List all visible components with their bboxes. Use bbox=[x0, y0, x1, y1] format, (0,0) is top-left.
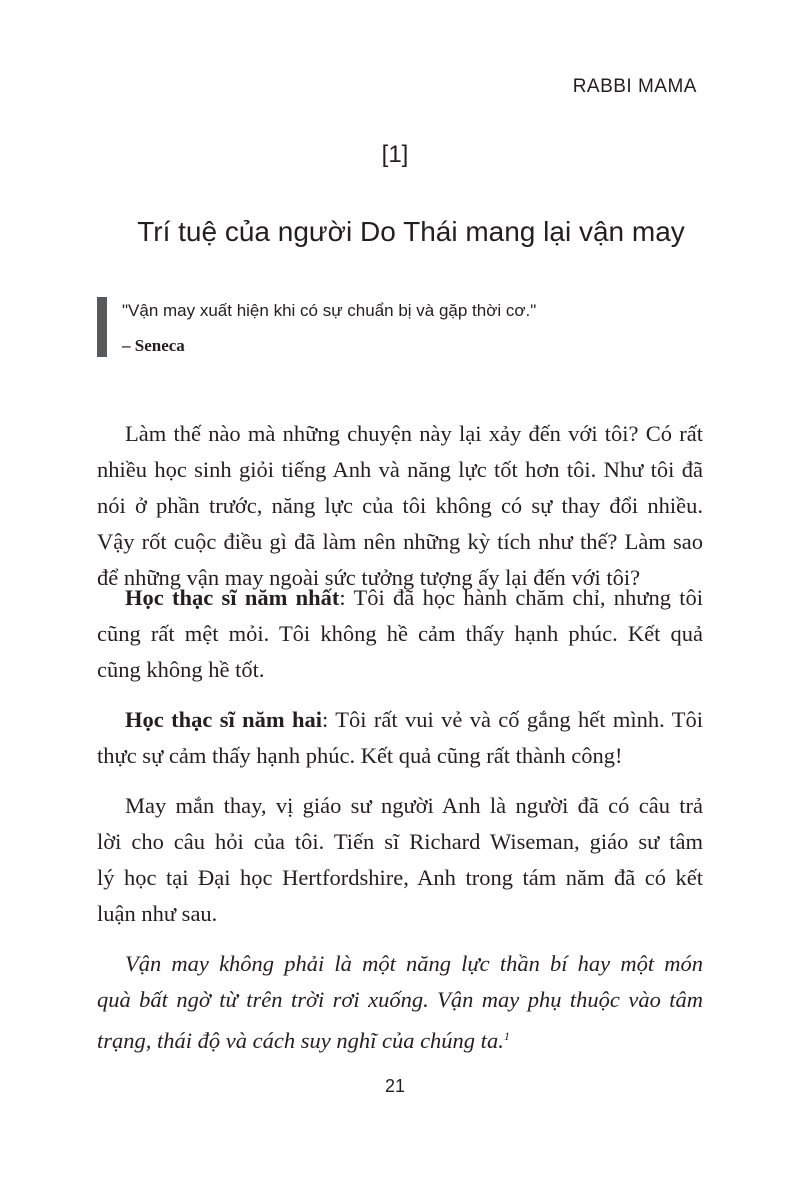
text-line: Vận may không phải là một năng lực thần bí hay một món bbox=[125, 951, 703, 976]
text-line: nói ở phần trước, năng lực của tôi không có sự thay đổi nhiều. bbox=[97, 493, 703, 518]
paragraph-2 bbox=[97, 580, 703, 688]
text-line: May mắn thay, vị giáo sư người Anh là người đã có câu trả bbox=[125, 793, 703, 818]
text-span: : Tôi đã học hành chăm chỉ, nhưng tôi bbox=[339, 585, 704, 610]
epigraph-bar bbox=[97, 297, 107, 357]
running-head: RABBI MAMA bbox=[572, 76, 697, 97]
page-number: 21 bbox=[384, 1076, 406, 1096]
text-line: luận như sau. bbox=[97, 901, 218, 926]
paragraph-3 bbox=[97, 702, 703, 774]
text-line: Vậy rốt cuộc điều gì đã làm nên những kỳ tích như thế? Làm sao bbox=[97, 529, 703, 554]
text-line: thực sự cảm thấy hạnh phúc. Kết quả cũng rất thành công! bbox=[97, 743, 623, 768]
text-line: để những vận may ngoài sức tưởng tượng ấy lại đến với tôi? bbox=[97, 565, 641, 590]
text-line: cũng không hề tốt. bbox=[97, 657, 265, 682]
text-line: quà bất ngờ từ trên trời rơi xuống. Vận may phụ thuộc vào tâm bbox=[97, 987, 703, 1012]
text-line bbox=[97, 1018, 703, 1054]
paragraph-4 bbox=[97, 788, 703, 932]
text-line: lời cho câu hỏi của tôi. Tiến sĩ Richard Wiseman, giáo sư tâm bbox=[97, 829, 703, 854]
paragraph-5-italic bbox=[97, 946, 703, 1054]
chapter-title: Trí tuệ của người Do Thái mang lại vận may bbox=[137, 216, 685, 247]
text-line: cũng rất mệt mỏi. Tôi không hề cảm thấy hạnh phúc. Kết quả bbox=[97, 621, 703, 646]
epigraph-quote: "Vận may xuất hiện khi có sự chuẩn bị và gặp thời cơ." bbox=[122, 301, 537, 320]
bold-lead: Học thạc sĩ năm hai bbox=[125, 707, 323, 732]
text-line: nhiều học sinh giỏi tiếng Anh và năng lực tốt hơn tôi. Như tôi đã bbox=[97, 457, 703, 482]
text-span: : Tôi rất vui vẻ và cố gắng hết mình. Tôi bbox=[322, 707, 703, 732]
text-line bbox=[97, 580, 703, 616]
paragraph-1 bbox=[97, 416, 703, 596]
chapter-number: [1] bbox=[381, 141, 409, 168]
text-line: lý học tại Đại học Hertfordshire, Anh trong tám năm đã có kết bbox=[97, 865, 703, 890]
bold-lead: Học thạc sĩ năm nhất bbox=[125, 585, 340, 610]
footnote-marker[interactable]: 1 bbox=[503, 1029, 510, 1043]
text-line: Làm thế nào mà những chuyện này lại xảy đến với tôi? Có rất bbox=[125, 421, 703, 446]
epigraph-author: – Seneca bbox=[122, 336, 185, 355]
text-span: trạng, thái độ và cách suy nghĩ của chúng ta. bbox=[97, 1028, 504, 1053]
text-line bbox=[97, 702, 703, 738]
